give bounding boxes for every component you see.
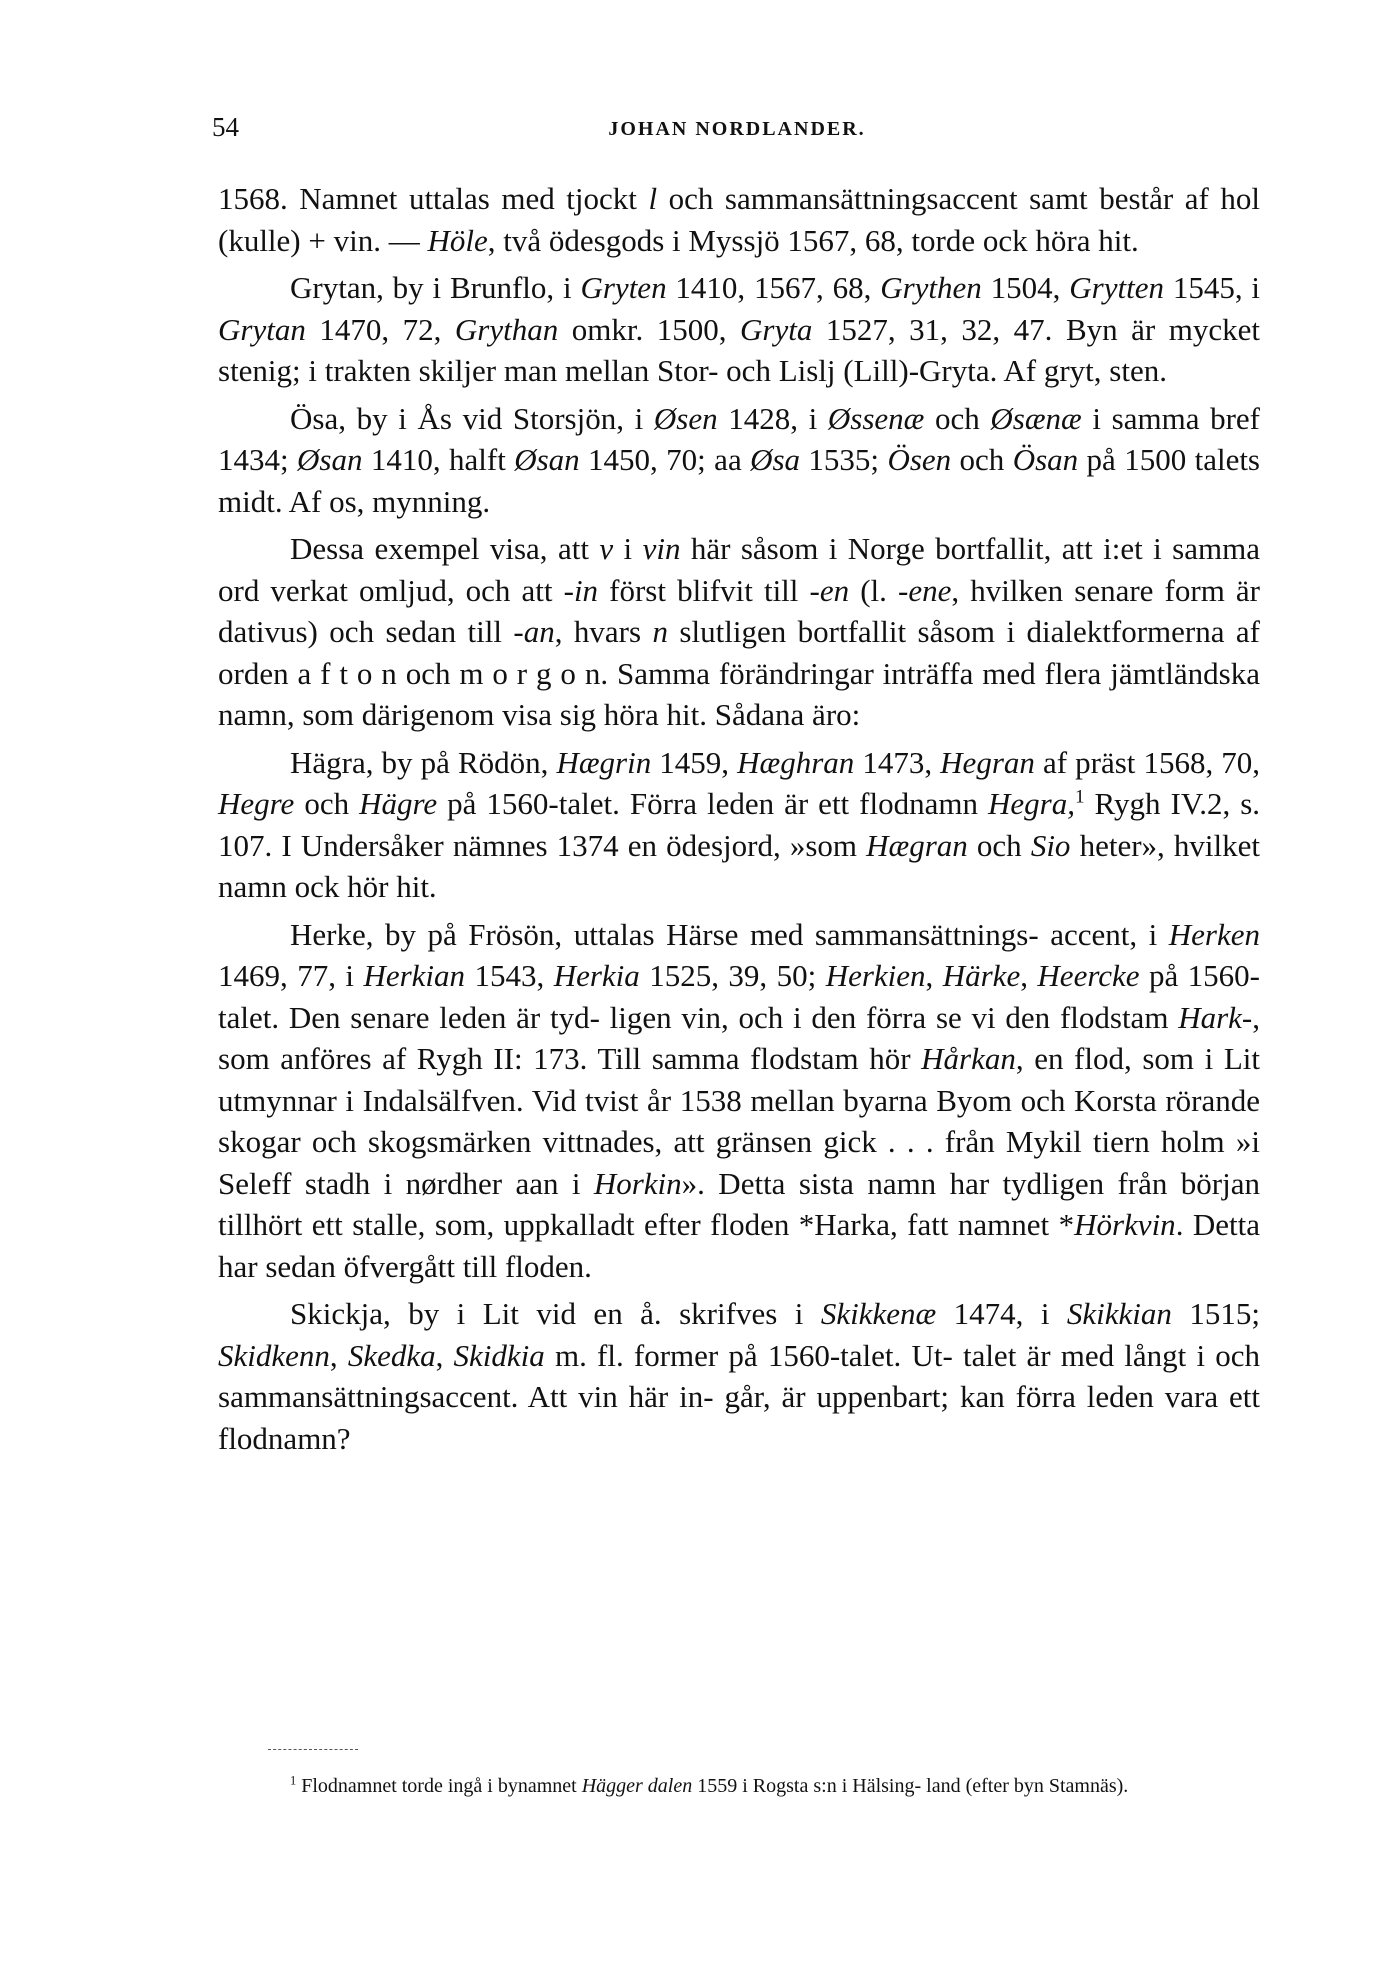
text-run: Hägra, by på Rödön,	[290, 744, 557, 780]
running-head: JOHAN NORDLANDER.	[608, 118, 866, 140]
italic-name: Hegra,	[987, 786, 1075, 821]
italic-name: -an	[513, 614, 555, 649]
text-run: ,	[925, 958, 943, 993]
italic-name: Gryta	[740, 311, 813, 347]
italic-name: Hägger dalen	[581, 1775, 693, 1797]
text-run: Flodnamnet torde ingå i bynamnet	[296, 1775, 582, 1797]
italic-name: -en	[809, 572, 850, 608]
body-text	[218, 178, 1260, 1459]
text-run: 1470, 72,	[305, 311, 455, 347]
italic-name: Grytten	[1069, 270, 1164, 305]
italic-name: l	[648, 181, 658, 216]
italic-name: Skidkia	[453, 1337, 545, 1373]
text-run: ,	[1020, 958, 1038, 993]
text-run: 1515;	[1171, 1296, 1260, 1331]
text-run: i samma bref 1434;	[218, 400, 1260, 477]
italic-name: Heercke	[1037, 958, 1140, 993]
text-run: i	[613, 531, 643, 566]
text-run: 1525, 39, 50;	[639, 958, 826, 993]
italic-name: Hægrin	[556, 744, 652, 780]
italic-name: Hægran	[866, 827, 968, 863]
text-run: ,	[329, 1337, 348, 1373]
italic-name: Øsa	[750, 442, 801, 477]
italic-name: Øsan	[297, 442, 363, 477]
italic-name: Ösan	[1012, 442, 1079, 477]
text-run: ,	[435, 1337, 454, 1373]
paragraph	[218, 914, 1260, 1288]
text-run: Dessa exempel visa, att	[290, 531, 600, 566]
italic-name: Skikkenæ	[820, 1296, 937, 1331]
text-run: och	[967, 827, 1031, 863]
italic-name: Herkian	[363, 958, 466, 993]
italic-name: Hägre	[359, 786, 438, 821]
text-run: 1568. Namnet uttalas med tjockt	[218, 181, 649, 216]
paragraph	[218, 742, 1260, 908]
italic-name: Gryten	[580, 270, 667, 305]
paragraph	[218, 528, 1260, 736]
italic-name: Herkien	[825, 958, 926, 993]
text-run: 1459,	[651, 744, 738, 780]
text-run: 1410, 1567, 68,	[666, 270, 881, 305]
text-run: , hvilken senare form är dativus) och sedan till	[218, 572, 1260, 649]
text-run: på 1560-talet. Förra leden är ett flodnamn	[437, 786, 988, 821]
italic-name: vin	[642, 531, 681, 566]
text-run: af präst 1568, 70,	[1034, 744, 1261, 780]
text-run: och	[924, 400, 991, 436]
italic-name: Øsan	[514, 442, 580, 477]
text-run: , två ödesgods i Myssjö 1567, 68, torde ock höra hit.	[487, 222, 1139, 258]
italic-name: Hark-	[1178, 999, 1253, 1035]
paragraph	[218, 398, 1260, 523]
text-run: Herke, by på Frösön, uttalas Härse med sammansättnings- accent, i	[290, 916, 1169, 952]
text-run: 1473,	[854, 744, 941, 780]
italic-name: Øssenæ	[827, 400, 925, 436]
footnote-rule	[268, 1749, 358, 1750]
text-run: , som anföres af Rygh II: 173. Till samma flodstam hör	[218, 999, 1260, 1076]
text-run: Grytan, by i Brunflo, i	[290, 270, 581, 305]
text-run: Skickja, by i Lit vid en å. skrifves i	[290, 1296, 821, 1331]
page-number: 54	[212, 112, 239, 142]
text-run: heter», hvilket namn ock hör hit.	[218, 827, 1261, 904]
italic-name: Ösen	[887, 442, 952, 477]
text-run: Ösa, by i Ås vid Storsjön, i	[290, 400, 654, 436]
paragraph	[218, 178, 1260, 261]
italic-name: Hegre	[218, 786, 295, 821]
italic-name: Øsen	[653, 400, 718, 436]
text-run: . Detta har sedan öfvergått till floden.	[218, 1207, 1260, 1284]
italic-name: Skedka	[347, 1337, 436, 1373]
text-run: och	[294, 786, 360, 821]
italic-name: Grythen	[880, 270, 982, 305]
italic-name: Skikkian	[1066, 1296, 1172, 1331]
italic-name: Hårkan	[921, 1041, 1016, 1076]
text-run: 1559 i Rogsta s:n i Hälsing- land (efter byn Stamnäs).	[692, 1775, 1129, 1797]
italic-name: Höle	[427, 222, 488, 258]
text-run: först blifvit till	[598, 572, 810, 608]
text-run: på 1560-talet. Den senare leden är tyd- ligen vin, och i den förra se vi den flodstam	[218, 958, 1261, 1035]
text-run: m. fl. former på 1560-talet. Ut- talet är med långt i och sammansättningsaccent. Att vin här in- går, är uppenbart; kan förra leden vara ett flodnamn?	[218, 1337, 1261, 1456]
paragraph	[218, 1293, 1260, 1459]
text-run: omkr. 1500,	[558, 311, 741, 347]
italic-name: Härke	[942, 958, 1021, 993]
text-run: , en flod, som i Lit utmynnar i Indalsälfven. Vid tvist år 1538 mellan byarna Byom och Korsta rörande skogar och skogsmärken vittnades, att gränsen gick . . . från Mykil tiern holm »i Seleff stadh i nørdher aan i	[218, 1041, 1260, 1201]
italic-name: Skidkenn	[218, 1337, 330, 1373]
italic-name: n	[652, 614, 668, 649]
text-run: och	[951, 442, 1013, 477]
italic-name: Horkin	[593, 1165, 682, 1201]
italic-name: Grythan	[454, 311, 559, 347]
paragraph	[218, 267, 1260, 392]
text-run: , hvars	[554, 614, 653, 649]
italic-name: v	[599, 531, 614, 566]
italic-name: Hæghran	[737, 744, 855, 780]
footnote-marker: 1	[290, 1773, 297, 1788]
text-run: 1545, i	[1163, 270, 1261, 305]
text-run: slutligen bortfallit såsom i dialektformerna af orden a f t o n och m o r g o n. Samma förändringar inträffa med flera jämtländska namn, som därigenom visa sig höra hit. Sådana äro:	[218, 614, 1260, 732]
text-run: på 1500 talets midt. Af os, mynning.	[218, 442, 1260, 519]
italic-name: Herkia	[553, 958, 640, 993]
text-run: 1535;	[800, 442, 888, 477]
text-run: 1428, i	[717, 400, 828, 436]
footnote-marker: 1	[1074, 786, 1085, 808]
italic-name: -in	[563, 572, 599, 608]
italic-name: Øsænæ	[990, 400, 1082, 436]
text-run: 1469, 77, i	[218, 958, 364, 993]
italic-name: Hegran	[940, 744, 1035, 780]
text-run: 1527, 31, 32, 47. Byn är mycket stenig; i trakten skiljer man mellan Stor- och Lislj (Lill)-Gryta. Af gryt, sten.	[218, 311, 1260, 388]
text-run: 1543,	[465, 958, 554, 993]
text-run: här såsom i Norge bortfallit, att i:et i samma ord verkat omljud, och att	[218, 531, 1260, 608]
page-header	[212, 112, 1262, 152]
italic-name: -ene	[898, 572, 952, 608]
italic-name: Grytan	[218, 311, 306, 347]
text-run: 1450, 70; aa	[579, 442, 751, 477]
italic-name: Hörkvin	[1074, 1207, 1176, 1242]
text-run: Rygh IV.2, s. 107. I Undersåker nämnes 1374 en ödesjord, »som	[218, 786, 1261, 863]
italic-name: Sio	[1030, 827, 1071, 863]
text-run: 1504,	[981, 270, 1070, 305]
text-run: (l.	[849, 572, 898, 608]
text-run: och sammansättningsaccent samt består af hol (kulle) + vin. —	[218, 181, 1260, 258]
footnote	[218, 1770, 1260, 1803]
text-run: 1474, i	[936, 1296, 1067, 1331]
italic-name: Herken	[1168, 916, 1260, 952]
text-run: ». Detta sista namn har tydligen från början tillhört ett stalle, som, uppkalladt efter floden *Harka, fatt namnet *	[218, 1165, 1260, 1242]
text-run: 1410, halft	[362, 442, 515, 477]
